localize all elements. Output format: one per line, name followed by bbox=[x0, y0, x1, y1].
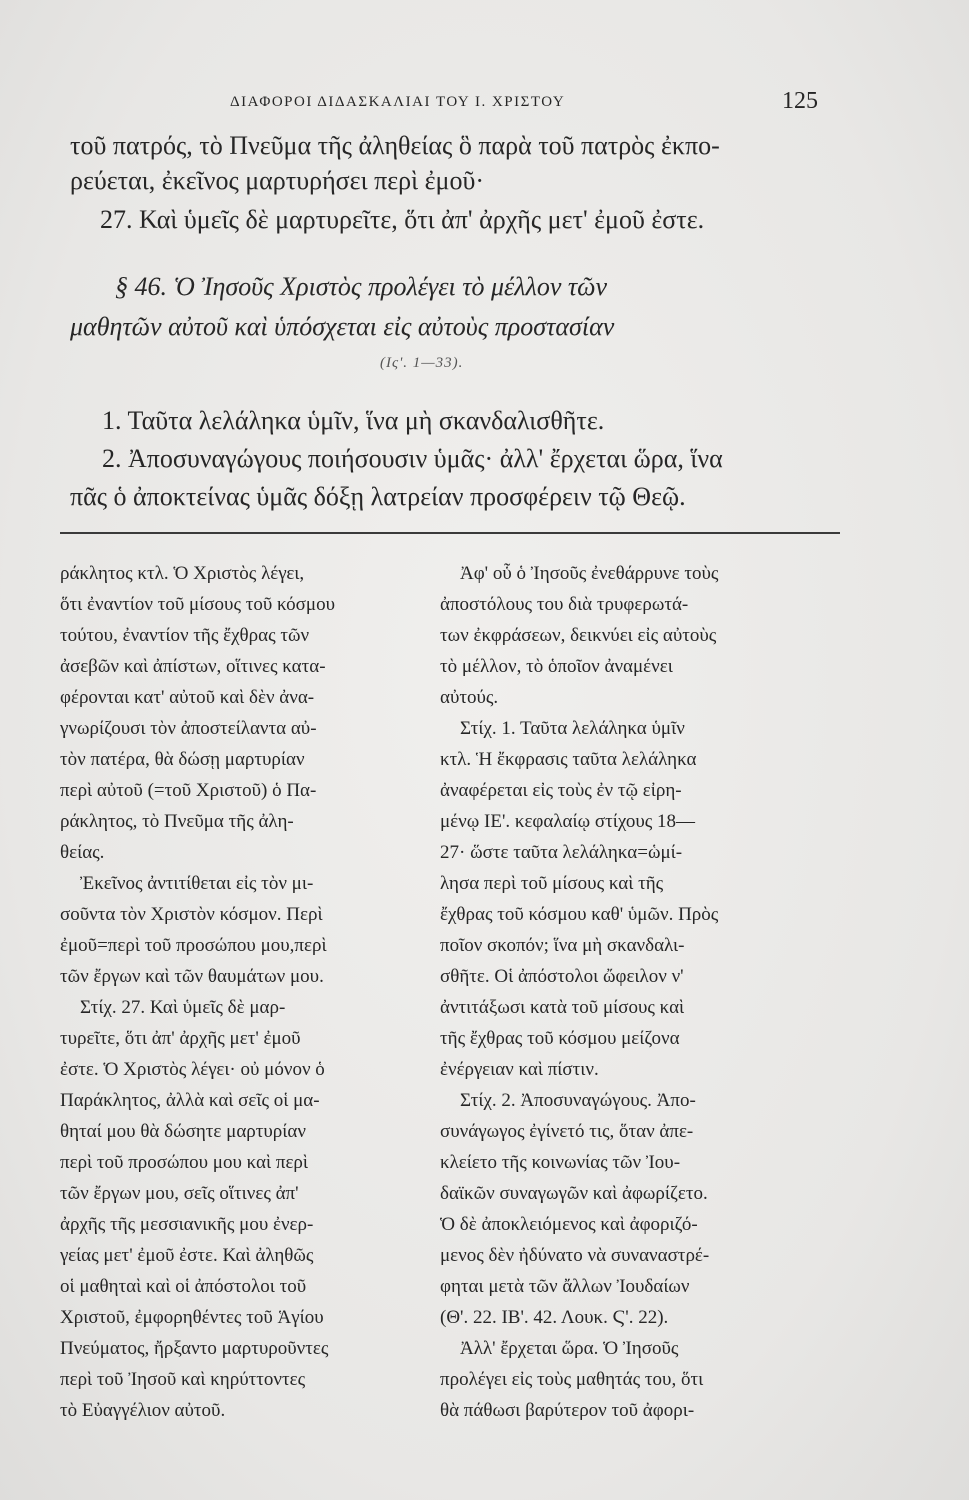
commentary-line: ράκλητος κτλ. Ὁ Χριστὸς λέγει, bbox=[60, 563, 305, 584]
commentary-line: τυρεῖτε, ὅτι ἀπ' ἀρχῆς μετ' ἐμοῦ bbox=[60, 1028, 301, 1049]
commentary-line: λησα περὶ τοῦ μίσους καὶ τῆς bbox=[440, 873, 664, 894]
commentary-line: τὸν πατέρα, θὰ δώσῃ μαρτυρίαν bbox=[60, 749, 305, 770]
commentary-line: φέρονται κατ' αὐτοῦ καὶ δὲν ἀνα- bbox=[60, 687, 315, 708]
commentary-line: οἱ μαθηταὶ καὶ οἱ ἀπόστολοι τοῦ bbox=[60, 1276, 307, 1297]
commentary-line: σθῆτε. Οἱ ἀπόστολοι ὤφειλον ν' bbox=[440, 966, 684, 987]
commentary-line: ράκλητος, τὸ Πνεῦμα τῆς ἀλη- bbox=[60, 811, 294, 832]
commentary-line: προλέγει εἰς τοὺς μαθητάς του, ὅτι bbox=[440, 1369, 704, 1390]
commentary-line: σοῦντα τὸν Χριστὸν κόσμον. Περὶ bbox=[60, 904, 323, 925]
commentary-line: τῆς ἔχθρας τοῦ κόσμου μείζονα bbox=[440, 1028, 680, 1049]
commentary-line: γείας μετ' ἐμοῦ ἐστε. Καὶ ἀληθῶς bbox=[60, 1245, 314, 1266]
section-heading-line-2: μαθητῶν αὐτοῦ καὶ ὑπόσχεται εἰς αὐτοὺς προστασίαν bbox=[70, 312, 615, 341]
commentary-line: περὶ αὐτοῦ (=τοῦ Χριστοῦ) ὁ Πα- bbox=[60, 780, 317, 801]
commentary-line: Στίχ. 1. Ταῦτα λελάληκα ὑμῖν bbox=[460, 718, 685, 739]
commentary-line: ἀσεβῶν καὶ ἀπίστων, οἵτινες κατα- bbox=[60, 656, 326, 677]
page-number: 125 bbox=[782, 88, 818, 114]
text-line: 27. Καὶ ὑμεῖς δὲ μαρτυρεῖτε, ὅτι ἀπ' ἀρχῆς μετ' ἐμοῦ ἐστε. bbox=[100, 205, 705, 234]
commentary-line: ὅτι ἐναντίον τοῦ μίσους τοῦ κόσμου bbox=[60, 594, 335, 615]
commentary-line: θὰ πάθωσι βαρύτερον τοῦ ἀφορι- bbox=[440, 1400, 695, 1421]
commentary-line: ἀρχῆς τῆς μεσσιανικῆς μου ἐνερ- bbox=[60, 1214, 314, 1235]
text-line: τοῦ πατρός, τὸ Πνεῦμα τῆς ἀληθείας ὃ παρὰ τοῦ πατρὸς ἐκπο- bbox=[70, 131, 720, 160]
commentary-line: γνωρίζουσι τὸν ἀποστείλαντα αὐ- bbox=[60, 718, 317, 739]
commentary-line: θηταί μου θὰ δώσητε μαρτυρίαν bbox=[60, 1121, 306, 1142]
section-reference: (Ις'. 1—33). bbox=[380, 355, 464, 371]
commentary-line: θείας. bbox=[60, 842, 105, 863]
commentary-line: των ἐκφράσεων, δεικνύει εἰς αὐτοὺς bbox=[440, 625, 717, 646]
commentary-line: ἀντιτάξωσι κατὰ τοῦ μίσους καὶ bbox=[440, 997, 685, 1018]
verse-line: πᾶς ὁ ἀποκτείνας ὑμᾶς δόξῃ λατρείαν προσφέρειν τῷ Θεῷ. bbox=[70, 482, 686, 511]
commentary-line: αὐτούς. bbox=[440, 687, 499, 708]
commentary-line: Ἀλλ' ἔρχεται ὥρα. Ὁ Ἰησοῦς bbox=[460, 1338, 679, 1359]
commentary-line: Χριστοῦ, ἐμφορηθέντες τοῦ Ἁγίου bbox=[60, 1307, 324, 1328]
commentary-line: ἀναφέρεται εἰς τοὺς ἐν τῷ εἰρη- bbox=[440, 780, 682, 801]
commentary-line: συνάγωγος ἐγίνετό τις, ὅταν ἀπε- bbox=[440, 1121, 694, 1142]
commentary-right-column bbox=[440, 558, 820, 1426]
commentary-line: φηται μετὰ τῶν ἄλλων Ἰουδαίων bbox=[440, 1276, 690, 1297]
commentary-line: Στίχ. 2. Ἀποσυναγώγους. Ἀπο- bbox=[460, 1090, 696, 1111]
commentary-line: κλείετο τῆς κοινωνίας τῶν Ἰου- bbox=[440, 1152, 681, 1173]
commentary-line: Ἀφ' οὗ ὁ Ἰησοῦς ἐνεθάρρυνε τοὺς bbox=[460, 563, 719, 584]
text-line: ρεύεται, ἐκεῖνος μαρτυρήσει περὶ ἐμοῦ· bbox=[70, 166, 484, 195]
commentary-line: Πνεύματος, ἤρξαντο μαρτυροῦντες bbox=[60, 1338, 329, 1359]
commentary-line: Παράκλητος, ἀλλὰ καὶ σεῖς οἱ μα- bbox=[60, 1090, 320, 1111]
commentary-line: ἐνέργειαν καὶ πίστιν. bbox=[440, 1059, 599, 1080]
commentary-line: ἐμοῦ=περὶ τοῦ προσώπου μου,περὶ bbox=[60, 935, 327, 956]
commentary-line: Στίχ. 27. Καὶ ὑμεῖς δὲ μαρ- bbox=[80, 997, 286, 1018]
commentary-line: μένῳ ΙΕ'. κεφαλαίῳ στίχους 18— bbox=[440, 811, 696, 832]
commentary-line: ἀποστόλους του διὰ τρυφερωτά- bbox=[440, 594, 689, 615]
commentary-line: ἐστε. Ὁ Χριστὸς λέγει· οὐ μόνον ὁ bbox=[60, 1059, 325, 1080]
section-heading-line-1: § 46. Ὁ Ἰησοῦς Χριστὸς προλέγει τὸ μέλλον τῶν bbox=[115, 272, 608, 301]
commentary-line: τὸ Εὐαγγέλιον αὐτοῦ. bbox=[60, 1400, 226, 1421]
commentary-line: κτλ. Ἡ ἔκφρασις ταῦτα λελάληκα bbox=[440, 749, 697, 770]
running-header: ΔΙΑΦΟΡΟΙ ΔΙΔΑΣΚΑΛΙΑΙ ΤΟΥ Ι. ΧΡΙΣΤΟΥ bbox=[230, 94, 566, 110]
commentary-line: τὸ μέλλον, τὸ ὁποῖον ἀναμένει bbox=[440, 656, 673, 677]
commentary-line: περὶ τοῦ προσώπου μου καὶ περὶ bbox=[60, 1152, 309, 1173]
commentary-line: Ἐκεῖνος ἀντιτίθεται εἰς τὸν μι- bbox=[80, 873, 314, 894]
verse-line: 1. Ταῦτα λελάληκα ὑμῖν, ἵνα μὴ σκανδαλισθῆτε. bbox=[102, 406, 605, 435]
verse-line: 2. Ἀποσυναγώγους ποιήσουσιν ὑμᾶς· ἀλλ' ἔρχεται ὥρα, ἵνα bbox=[102, 444, 723, 473]
footnote-divider bbox=[60, 532, 840, 534]
commentary-line: δαϊκῶν συναγωγῶν καὶ ἀφωρίζετο. bbox=[440, 1183, 708, 1204]
commentary-line: τῶν ἔργων καὶ τῶν θαυμάτων μου. bbox=[60, 966, 324, 987]
commentary-line: ἔχθρας τοῦ κόσμου καθ' ὑμῶν. Πρὸς bbox=[440, 904, 719, 925]
commentary-line: 27· ὥστε ταῦτα λελάληκα=ὡμί- bbox=[440, 842, 683, 863]
commentary-line: (Θ'. 22. ΙΒ'. 42. Λουκ. Ϛ'. 22). bbox=[440, 1307, 669, 1328]
commentary-line: ποῖον σκοπόν; ἵνα μὴ σκανδαλι- bbox=[440, 935, 685, 956]
commentary-line: τῶν ἔργων μου, σεῖς οἵτινες ἀπ' bbox=[60, 1183, 299, 1204]
commentary-line: τούτου, ἐναντίον τῆς ἔχθρας τῶν bbox=[60, 625, 310, 646]
commentary-left-column bbox=[60, 558, 440, 1426]
commentary-line: Ὁ δὲ ἀποκλειόμενος καὶ ἀφοριζό- bbox=[440, 1214, 698, 1235]
commentary-line: περὶ τοῦ Ἰησοῦ καὶ κηρύττοντες bbox=[60, 1369, 306, 1390]
commentary-line: μενος δὲν ἠδύνατο νὰ συναναστρέ- bbox=[440, 1245, 710, 1266]
